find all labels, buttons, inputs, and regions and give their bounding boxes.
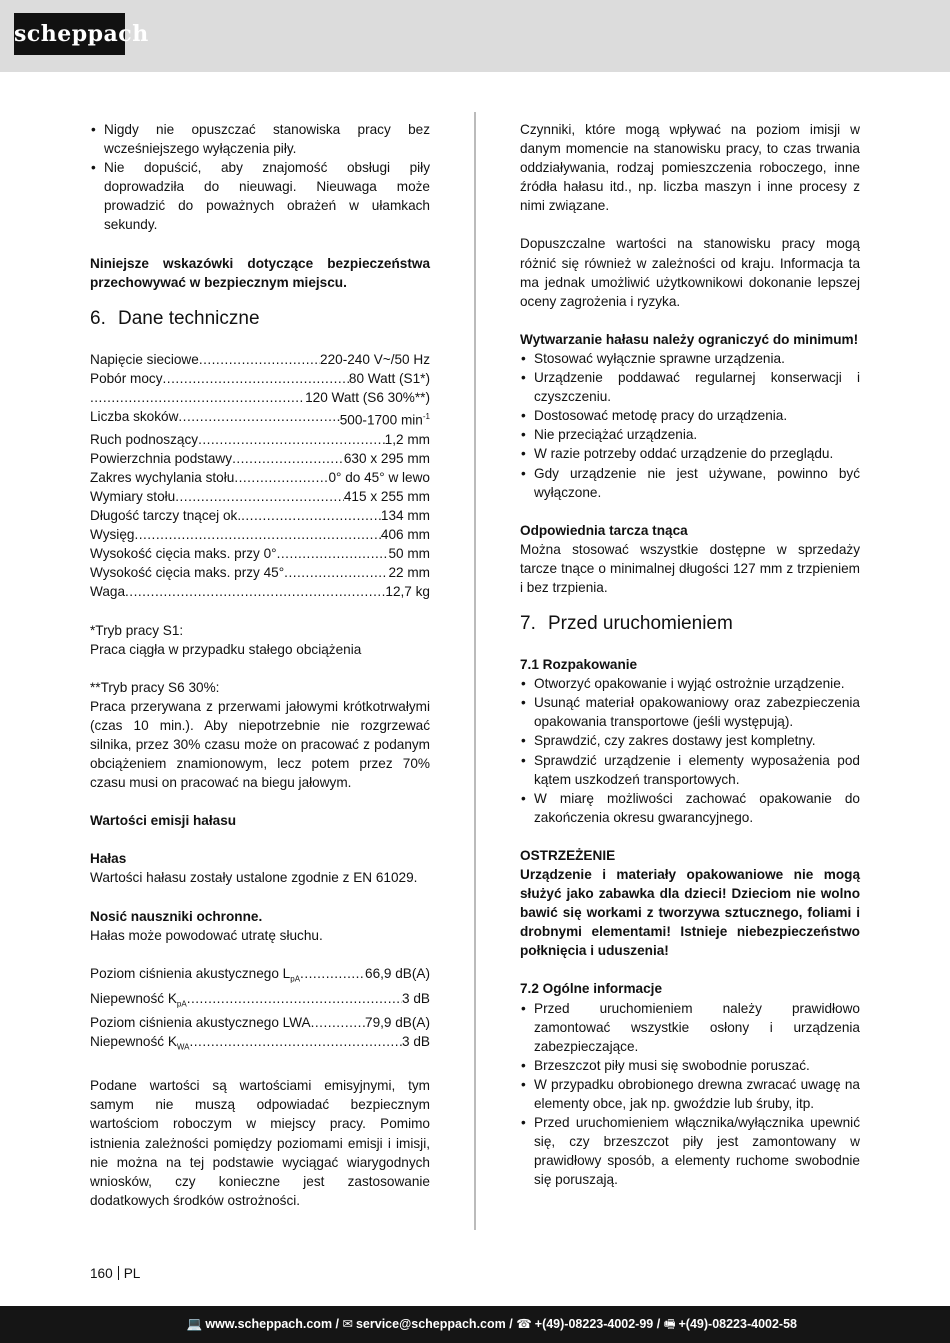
spec-label: Zakres wychylania stołu [90,469,235,485]
phone-icon: ☎ [516,1317,532,1331]
section-6-heading: 6. Dane techniczne [90,307,260,329]
spec-value-text: 406 mm [380,527,430,543]
limit-noise-heading: Wytwarzanie hałasu należy ograniczyć do minimum! [520,331,859,347]
blade-heading: Odpowiednia tarcza tnąca [520,522,688,538]
leader-dots [198,430,385,449]
noise-value: 3 dB [402,1034,430,1050]
list-item: • Gdy urządzenie nie jest używane, powinno być wyłączone. [520,464,860,502]
list-item: • Usunąć materiał opakowaniowy oraz zabezpieczenia opakowania transportowe (jeśli występują). [520,693,860,731]
leader-dots [284,563,388,582]
noise-text: Wartości hałasu zostały ustalone zgodnie z EN 61029. [90,870,418,886]
spec-value [388,563,430,582]
list-item: • Dostosować metodę pracy do urządzenia. [520,406,860,425]
list-item: • W przypadku obrobionego drewna zwracać uwagę na elementy obce, jak np. gwoździe lub śruby, itp. [520,1075,860,1113]
leader-dots [90,388,305,407]
noise-value-subscript: pA [290,974,301,984]
spec-row [90,449,430,468]
spec-value [340,407,430,430]
general-info-bullets [520,999,860,1190]
list-item: • Nie dopuścić, aby znajomość obsługi piły doprowadziła do nieuwagi. Nieuwaga może prowadzić do poważnych obrażeń w ułamkach sekundy. [90,158,430,234]
spec-label: Długość tarczy tnącej ok. [90,508,242,524]
noise-value-label-text: Niepewność K [90,990,177,1006]
leader-dots [234,468,328,487]
page-number-value: 160 [90,1266,113,1281]
list-item: • Otworzyć opakowanie i wyjąć ostrożnie urządzenie. [520,674,860,693]
emission-text: Podane wartości są wartościami emisyjnymi, tym samym nie muszą odpowiadać bezpiecznym wartościom roboczym w miejscy pracy. Pomimo istnienia zależności pomiędzy poziomami emisji i imisji, nie można na tej podstawie wyciągać wiarygodnych wniosków, czy konieczne jest zastosowanie dodatkowych środków ostrożności. [90,1078,430,1208]
unpack-heading: 7.1 Rozpakowanie [520,657,638,673]
page-footer [0,1306,950,1343]
spec-row [90,525,430,544]
section-7-heading: 7. Przed uruchomieniem [520,613,733,635]
list-item: • Sprawdzić, czy zakres dostawy jest kompletny. [520,731,860,750]
spec-row [90,582,430,601]
spec-row [90,563,430,582]
spec-label: Liczba skoków [90,409,179,425]
spec-row [90,350,430,369]
limit-noise-bullets [520,349,860,502]
warning-text: Urządzenie i materiały opakowaniowe nie mogą służyć jako zabawka dla dzieci! Dzieciom nie wolno bawić się workami z tworzywa sztucznego, foliami i drobnymi elementami! Istnieje niebezpieczeństwo połknięcia i uduszenia! [520,867,860,959]
leader-dots [187,989,402,1014]
noise-value: 66,9 dB(A) [365,965,430,981]
noise-values-list [90,964,430,1058]
blade-text: Można stosować wszystkie dostępne w sprzedaży tarcze tnące o minimalnej długości 127 mm z trzpieniem i bez trzpienia. [520,541,860,595]
computer-icon: 💻 [186,1317,203,1331]
spec-label: Pobór mocy [90,370,163,386]
noise-value-subscript: WA [176,1043,190,1053]
spec-value [381,525,430,544]
footer-website[interactable]: www.scheppach.com / [205,1317,340,1331]
leader-dots [125,582,385,601]
leader-dots [175,487,344,506]
spec-value-text: 500-1700 min [339,412,423,428]
spec-value-text: 220-240 V~/50 Hz [320,351,430,367]
spec-value-text: 22 mm [388,565,430,581]
factors-text: Czynniki, które mogą wpływać na poziom imisji w danym momencie na stanowisku pracy, to czas trwania oddziaływania, rodzaj pomieszczenia roboczego, inne źródła hałasu itd., np. liczba maszyn i inne procesy z nimi związane. [520,122,860,214]
spec-value-superscript: -1 [422,412,430,422]
page-header [0,0,950,72]
spec-value [381,506,430,525]
spec-row [90,388,430,407]
leader-dots [277,544,389,563]
spec-value-text: 1,2 mm [384,431,430,447]
list-item: • Stosować wyłącznie sprawne urządzenia. [520,349,860,368]
leader-dots [232,449,344,468]
safety-bullets [90,120,430,235]
spec-row [90,430,430,449]
leader-dots [199,350,320,369]
left-column [90,120,430,1210]
spec-list [90,350,430,602]
spec-value [385,582,430,601]
list-item: • W miarę możliwości zachować opakowanie do zakończenia okresu gwarancyjnego. [520,789,860,827]
footer-email[interactable]: service@scheppach.com / [355,1317,513,1331]
spec-row [90,487,430,506]
leader-dots [311,1013,365,1032]
spec-value-text: 630 x 295 mm [343,450,430,466]
spec-value [320,350,430,369]
spec-label: Powierzchnia podstawy [90,450,233,466]
spec-label: Ruch podnoszący [90,431,199,447]
spec-value-text: 0° do 45° w lewo [328,469,430,485]
noise-value-label-text: Poziom ciśnienia akustycznego L [90,965,291,981]
footer-fax: +(49)-08223-4002-58 [678,1317,797,1331]
leader-dots [300,964,365,989]
spec-value-text: 50 mm [388,546,430,562]
noise-value-label [90,1032,190,1057]
keep-instructions-note: Niniejsze wskazówki dotyczące bezpieczeństwa przechowywać w bezpiecznym miejscu. [90,255,430,290]
spec-value-text: 80 Watt (S1*) [348,370,430,386]
spec-label: Napięcie sieciowe [90,351,199,367]
mode-s6-title: **Tryb pracy S6 30%: [90,679,220,695]
leader-dots [163,369,349,388]
noise-value-label [90,989,187,1014]
spec-row [90,407,430,430]
spec-value [305,388,430,407]
mode-s1-text: Praca ciągła w przypadku stałego obciążenia [90,641,362,657]
general-info-heading: 7.2 Ogólne informacje [520,981,663,997]
spec-row [90,506,430,525]
mode-s6-text: Praca przerywana z przerwami jałowymi krótkotrwałymi (czas 10 min.). Aby niepotrzebnie nie rozgrzewać silnika, przez 30% czasu może on pracować z podanym obciążeniem znamionowym, lecz potem przez 70% czasu musi on pracować na biegu jałowym. [90,698,430,791]
right-column [520,120,860,1190]
spec-label: Wysięg [90,527,135,543]
mode-s1-title: *Tryb pracy S1: [90,622,184,638]
ear-protection-heading: Nosić nauszniki ochronne. [90,908,263,924]
scheppach-logo: scheppach [14,13,125,55]
spec-value [349,369,430,388]
spec-label: Wysokość cięcia maks. przy 45° [90,565,285,581]
noise-subheading: Hałas [90,851,127,867]
leader-dots [241,506,381,525]
list-item: • Sprawdzić urządzenie i elementy wyposażenia pod kątem uszkodzeń transportowych. [520,751,860,789]
noise-value-row [90,1013,430,1032]
spec-row [90,369,430,388]
list-item: • Brzeszczot piły musi się swobodnie poruszać. [520,1056,860,1075]
spec-label: Wymiary stołu [90,488,176,504]
noise-value-row [90,964,430,989]
list-item: • W razie potrzeby oddać urządzenie do przeglądu. [520,444,860,463]
noise-value-label [90,964,300,989]
spec-row [90,544,430,563]
noise-value-label-text: Niepewność K [90,1034,177,1050]
footer-phone: +(49)-08223-4002-99 / [534,1317,661,1331]
noise-value-label [90,1013,311,1032]
leader-dots [178,407,339,430]
noise-heading: Wartości emisji hałasu [90,813,237,829]
spec-label: Wysokość cięcia maks. przy 0° [90,546,277,562]
spec-label: Waga [90,584,126,600]
spec-value [328,468,430,487]
leader-dots [190,1032,403,1057]
ear-protection-text: Hałas może powodować utratę słuchu. [90,927,323,943]
noise-value-row [90,989,430,1014]
list-item: • Przed uruchomieniem włącznika/wyłącznika upewnić się, czy brzeszczot piły jest zamontowany w prawidłowy sposób, a elementy ruchome swobodnie się poruszają. [520,1113,860,1189]
list-item: • Urządzenie poddawać regularnej konserwacji i czyszczeniu. [520,368,860,406]
unpack-bullets [520,674,860,827]
column-divider [474,112,476,1230]
noise-value-subscript: pA [176,999,187,1009]
noise-value-label-text: Poziom ciśnienia akustycznego LWA [90,1015,311,1031]
allowed-values-text: Dopuszczalne wartości na stanowisku pracy mogą różnić się również w zależności od kraju. Informacja ta ma jednak umożliwić użytkownikowi dokonanie lepszej oceny zagrożenia i ryzyka. [520,236,860,309]
spec-value-text: 12,7 kg [385,584,430,600]
spec-value [344,487,430,506]
spec-value [388,544,430,563]
list-item: • Nie przeciążać urządzenia. [520,425,860,444]
spec-value-text: 415 x 255 mm [343,488,430,504]
leader-dots [134,525,380,544]
spec-value-text: 134 mm [380,508,430,524]
noise-value: 3 dB [402,990,430,1006]
list-item: • Przed uruchomieniem należy prawidłowo zamontować wszystkie osłony i urządzenia zabezpieczające. [520,999,860,1056]
spec-value-text: 120 Watt (S6 30%**) [305,389,430,405]
mail-icon: ✉ [342,1317,353,1331]
spec-value [385,430,430,449]
fax-icon: 🖷 [663,1317,676,1331]
spec-row [90,468,430,487]
noise-value-row [90,1032,430,1057]
page-number [90,1266,140,1281]
page-language: PL [123,1266,141,1281]
list-item: • Nigdy nie opuszczać stanowiska pracy bez wcześniejszego wyłączenia piły. [90,120,430,158]
warning-heading: OSTRZEŻENIE [520,847,616,863]
noise-value: 79,9 dB(A) [365,1015,430,1031]
spec-value [344,449,430,468]
page-number-separator [118,1266,119,1280]
